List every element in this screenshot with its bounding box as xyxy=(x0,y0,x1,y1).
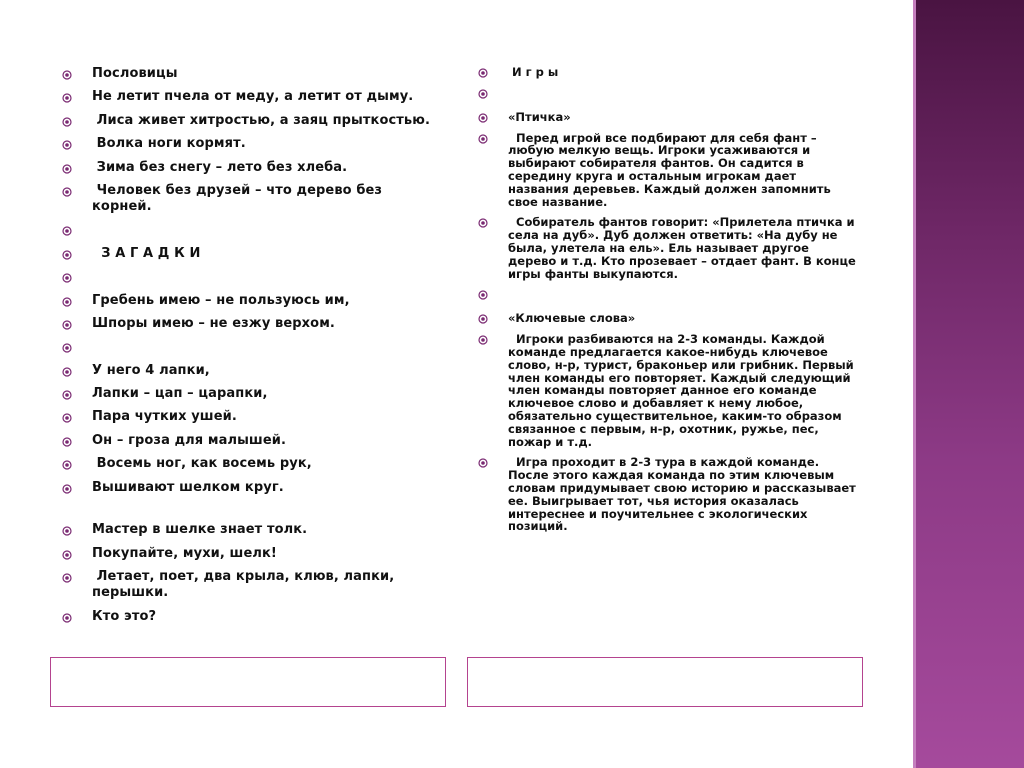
bullet-icon xyxy=(62,459,72,469)
footer-text-box-left[interactable] xyxy=(50,657,446,707)
list-item xyxy=(62,569,432,601)
bullet-icon xyxy=(478,290,488,300)
list-item-text: «Птичка» xyxy=(508,109,571,124)
list-item-text: З А Г А Д К И xyxy=(92,245,201,261)
bullet-icon xyxy=(62,342,72,352)
list-item-text: Летает, поет, два крыла, клюв, лапки, перышки. xyxy=(92,569,399,601)
bullet-icon xyxy=(62,612,72,622)
list-item-text: Гребень имею – не пользуюсь им, xyxy=(92,292,350,308)
list-item-text: Игроки разбиваются на 2-3 команды. Каждой команде предлагается какое-нибудь ключевое слово, н-р, турист, браконьер или грибник. Первый член команды его повторяет. Каждый следующий член команды повторяет данное его команде ключевое слово и добавляет к нему любое, обязательно существительное, каким-то образом связанное с первым, н-р, охотник, ружье, пес, пожар и т.д. xyxy=(508,332,858,449)
list-item xyxy=(478,456,858,533)
list-item-text: Волка ноги кормят. xyxy=(92,136,246,152)
decorative-side-band xyxy=(913,0,1024,768)
bullet-icon xyxy=(62,412,72,422)
list-item-text: Мастер в шелке знает толк. xyxy=(92,522,308,538)
bullet-icon xyxy=(478,335,488,345)
list-item xyxy=(62,609,432,625)
list-item xyxy=(62,183,432,215)
bullet-icon xyxy=(62,572,72,582)
list-item xyxy=(478,288,858,304)
list-item xyxy=(62,386,432,402)
left-column xyxy=(62,66,432,632)
bullet-icon xyxy=(62,319,72,329)
bullet-icon xyxy=(62,549,72,559)
list-item xyxy=(478,216,858,280)
list-item xyxy=(62,136,432,152)
list-item-text: И г р ы xyxy=(508,65,559,79)
list-item xyxy=(62,546,432,562)
bullet-icon xyxy=(478,68,488,78)
left-bullet-list xyxy=(62,66,432,625)
list-item xyxy=(62,339,432,355)
list-item-text: Кто это? xyxy=(92,608,157,624)
bullet-icon xyxy=(62,225,72,235)
list-item-text: У него 4 лапки, xyxy=(92,362,210,378)
bullet-icon xyxy=(478,458,488,468)
bullet-icon xyxy=(62,483,72,493)
list-item xyxy=(62,293,432,309)
list-item xyxy=(62,409,432,425)
list-item xyxy=(62,113,432,129)
bullet-icon xyxy=(62,366,72,376)
list-item-text: Он – гроза для малышей. xyxy=(92,432,287,448)
list-item xyxy=(478,87,858,103)
bullet-icon xyxy=(62,272,72,282)
list-item xyxy=(62,246,432,262)
list-item xyxy=(62,433,432,449)
bullet-icon xyxy=(478,134,488,144)
list-item-text: Пословицы xyxy=(92,66,178,81)
bullet-icon xyxy=(478,314,488,324)
list-spacer xyxy=(62,503,432,515)
list-item xyxy=(62,480,432,496)
list-item-text: «Ключевые слова» xyxy=(508,311,636,326)
bullet-icon xyxy=(62,186,72,196)
bullet-icon xyxy=(62,389,72,399)
bullet-icon xyxy=(62,139,72,149)
list-item xyxy=(62,316,432,332)
right-column xyxy=(478,66,858,541)
list-item-text: Пара чутких ушей. xyxy=(92,409,237,425)
bullet-icon xyxy=(62,525,72,535)
list-item-text: Собиратель фантов говорит: «Прилетела птичка и села на дуб». Дуб должен ответить: «На дубу не была, улетела на ель». Ель называет другое дерево и т.д. Кто прозевает – отдает фант. В конце игры фанты выкупаются. xyxy=(508,215,860,281)
list-item-text: Зима без снегу – лето без хлеба. xyxy=(92,159,348,175)
list-item-text: Не летит пчела от меду, а летит от дыму. xyxy=(92,89,414,105)
list-item xyxy=(62,160,432,176)
list-item-text: Перед игрой все подбирают для себя фант – любую мелкую вещь. Игроки усаживаются и выбирают собирателя фантов. Он садится в середину круга и остальным игрокам дает названия деревьев. Каждый должен запомнить свое название. xyxy=(508,130,835,209)
list-item-text: Человек без друзей – что дерево без корней. xyxy=(92,182,387,214)
bullet-icon xyxy=(478,113,488,123)
list-item xyxy=(62,222,432,238)
list-item xyxy=(478,66,858,79)
list-item-text: Лапки – цап – царапки, xyxy=(92,386,268,402)
bullet-icon xyxy=(62,163,72,173)
bullet-icon xyxy=(62,249,72,259)
list-item-text: Лиса живет хитростью, а заяц прыткостью. xyxy=(92,112,431,128)
list-item xyxy=(62,456,432,472)
list-item-text: Восемь ног, как восемь рук, xyxy=(92,456,312,472)
footer-text-box-right[interactable] xyxy=(467,657,863,707)
list-item xyxy=(62,363,432,379)
list-item xyxy=(62,269,432,285)
bullet-icon xyxy=(62,69,72,79)
bullet-icon xyxy=(62,92,72,102)
bullet-icon xyxy=(478,89,488,99)
list-item xyxy=(478,333,858,448)
list-item-text: Игра проходит в 2-3 тура в каждой команде. После этого каждая команда по этим ключевым словам придумывает свою историю и рассказывает ее. Выигрывает тот, чья история оказалась интереснее и поучительнее с экологических позиций. xyxy=(508,455,860,534)
list-item xyxy=(62,522,432,538)
list-item xyxy=(478,312,858,325)
bullet-icon xyxy=(62,296,72,306)
bullet-icon xyxy=(478,218,488,228)
list-item xyxy=(62,89,432,105)
bullet-icon xyxy=(62,436,72,446)
list-item-text: Покупайте, мухи, шелк! xyxy=(92,545,277,561)
list-item-text: Шпоры имею – не езжу верхом. xyxy=(92,315,335,331)
list-item-text: Вышивают шелком круг. xyxy=(92,479,284,495)
right-bullet-list xyxy=(478,66,858,533)
list-item xyxy=(478,111,858,124)
bullet-icon xyxy=(62,116,72,126)
list-item xyxy=(62,66,432,82)
list-item xyxy=(478,132,858,209)
